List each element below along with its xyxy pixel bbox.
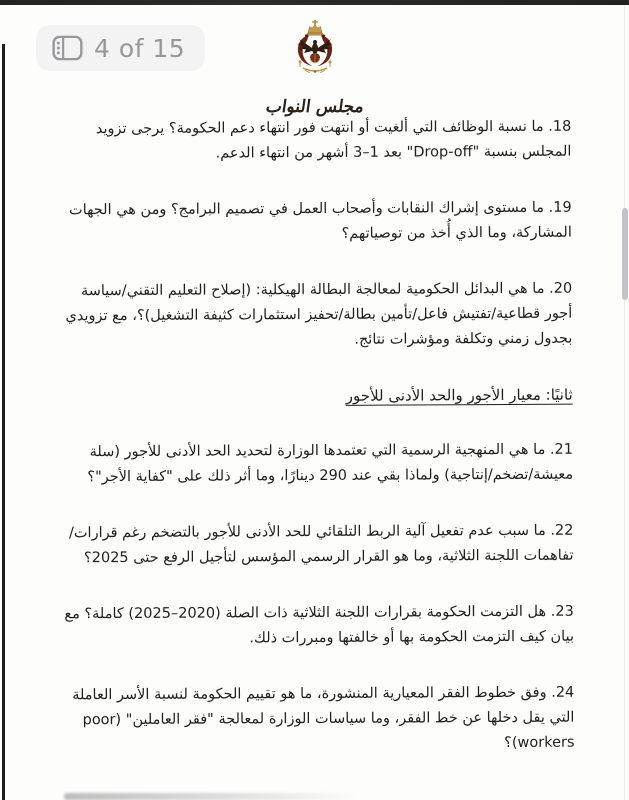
question-22: 22. ما سبب عدم تفعيل آلية الربط التلقائي للحد الأدنى للأجور بالتضخم رغم قرارات/تفاهمات اللجنة الثلاثية، وما هو القرار الرسمي المؤسس لتأجيل الرفع حتى 2025؟ xyxy=(68,522,574,567)
pages-sidebar-icon xyxy=(52,35,83,61)
scan-top-edge xyxy=(0,0,629,5)
question-21: 21. ما هي المنهجية الرسمية التي تعتمدها الوزارة لتحديد الحد الأدنى للأجور (سلة معيشة/تضخم/إنتاجية) ولماذا بقي عند 290 دينارًا، وما أثر ذلك على "كفاية الأجر"؟ xyxy=(87,441,574,486)
scrollbar-track[interactable] xyxy=(624,5,625,800)
document-body xyxy=(54,115,575,790)
question-24: 24. وفق خطوط الفقر المعيارية المنشورة، ما هو تقييم الحكومة لنسبة الأسر العاملة التي يقل دخلها عن خط الفقر، وما سياسات الوزارة لمعالجة "فقر العاملين" (poor workers)؟ xyxy=(72,684,575,752)
question-23: 23. هل التزمت الحكومة بقرارات اللجنة الثلاثية ذات الصلة (2020–2025) كاملة؟ مع بيان كيف التزمت الحكومة بها أو خالفتها ومبررات ذلك. xyxy=(64,603,575,647)
scan-bottom-shadow xyxy=(64,793,359,800)
scrollbar-thumb[interactable] xyxy=(622,208,628,300)
question-18: 18. ما نسبة الوظائف التي ألغيت أو انتهت فور انتهاء دعم الحكومة؟ يرجى تزويد المجلس بنسبة "Drop-off" بعد 1–3 أشهر من انتهاء الدعم. xyxy=(95,118,572,162)
page-indicator-label: 4 of 15 xyxy=(94,33,186,63)
section-heading: ثانيًا: معيار الأجور والحد الأدنى للأجور xyxy=(345,385,573,405)
scan-left-edge xyxy=(2,44,5,800)
question-20: 20. ما هي البدائل الحكومية لمعالجة البطالة الهيكلية: (إصلاح التعليم التقني/سياسة أجور قطاعية/تفتيش فاعل/تأمين بطالة/تحفيز استثمارات كثيفة التشغيل)؟، مع تزويدي بجدول زمني وتكلفة ومؤشرات نتائج. xyxy=(65,280,573,348)
page-indicator-button[interactable] xyxy=(36,25,205,71)
emblem-caption: مجلس النواب xyxy=(264,97,365,117)
jordan-coat-of-arms-icon xyxy=(285,20,345,90)
question-19: 19. ما مستوى إشراك النقابات وأصحاب العمل في تصميم البرامج؟ ومن هي الجهات المشاركة، وما الذي أُخذ من توصياتهم؟ xyxy=(68,199,572,242)
